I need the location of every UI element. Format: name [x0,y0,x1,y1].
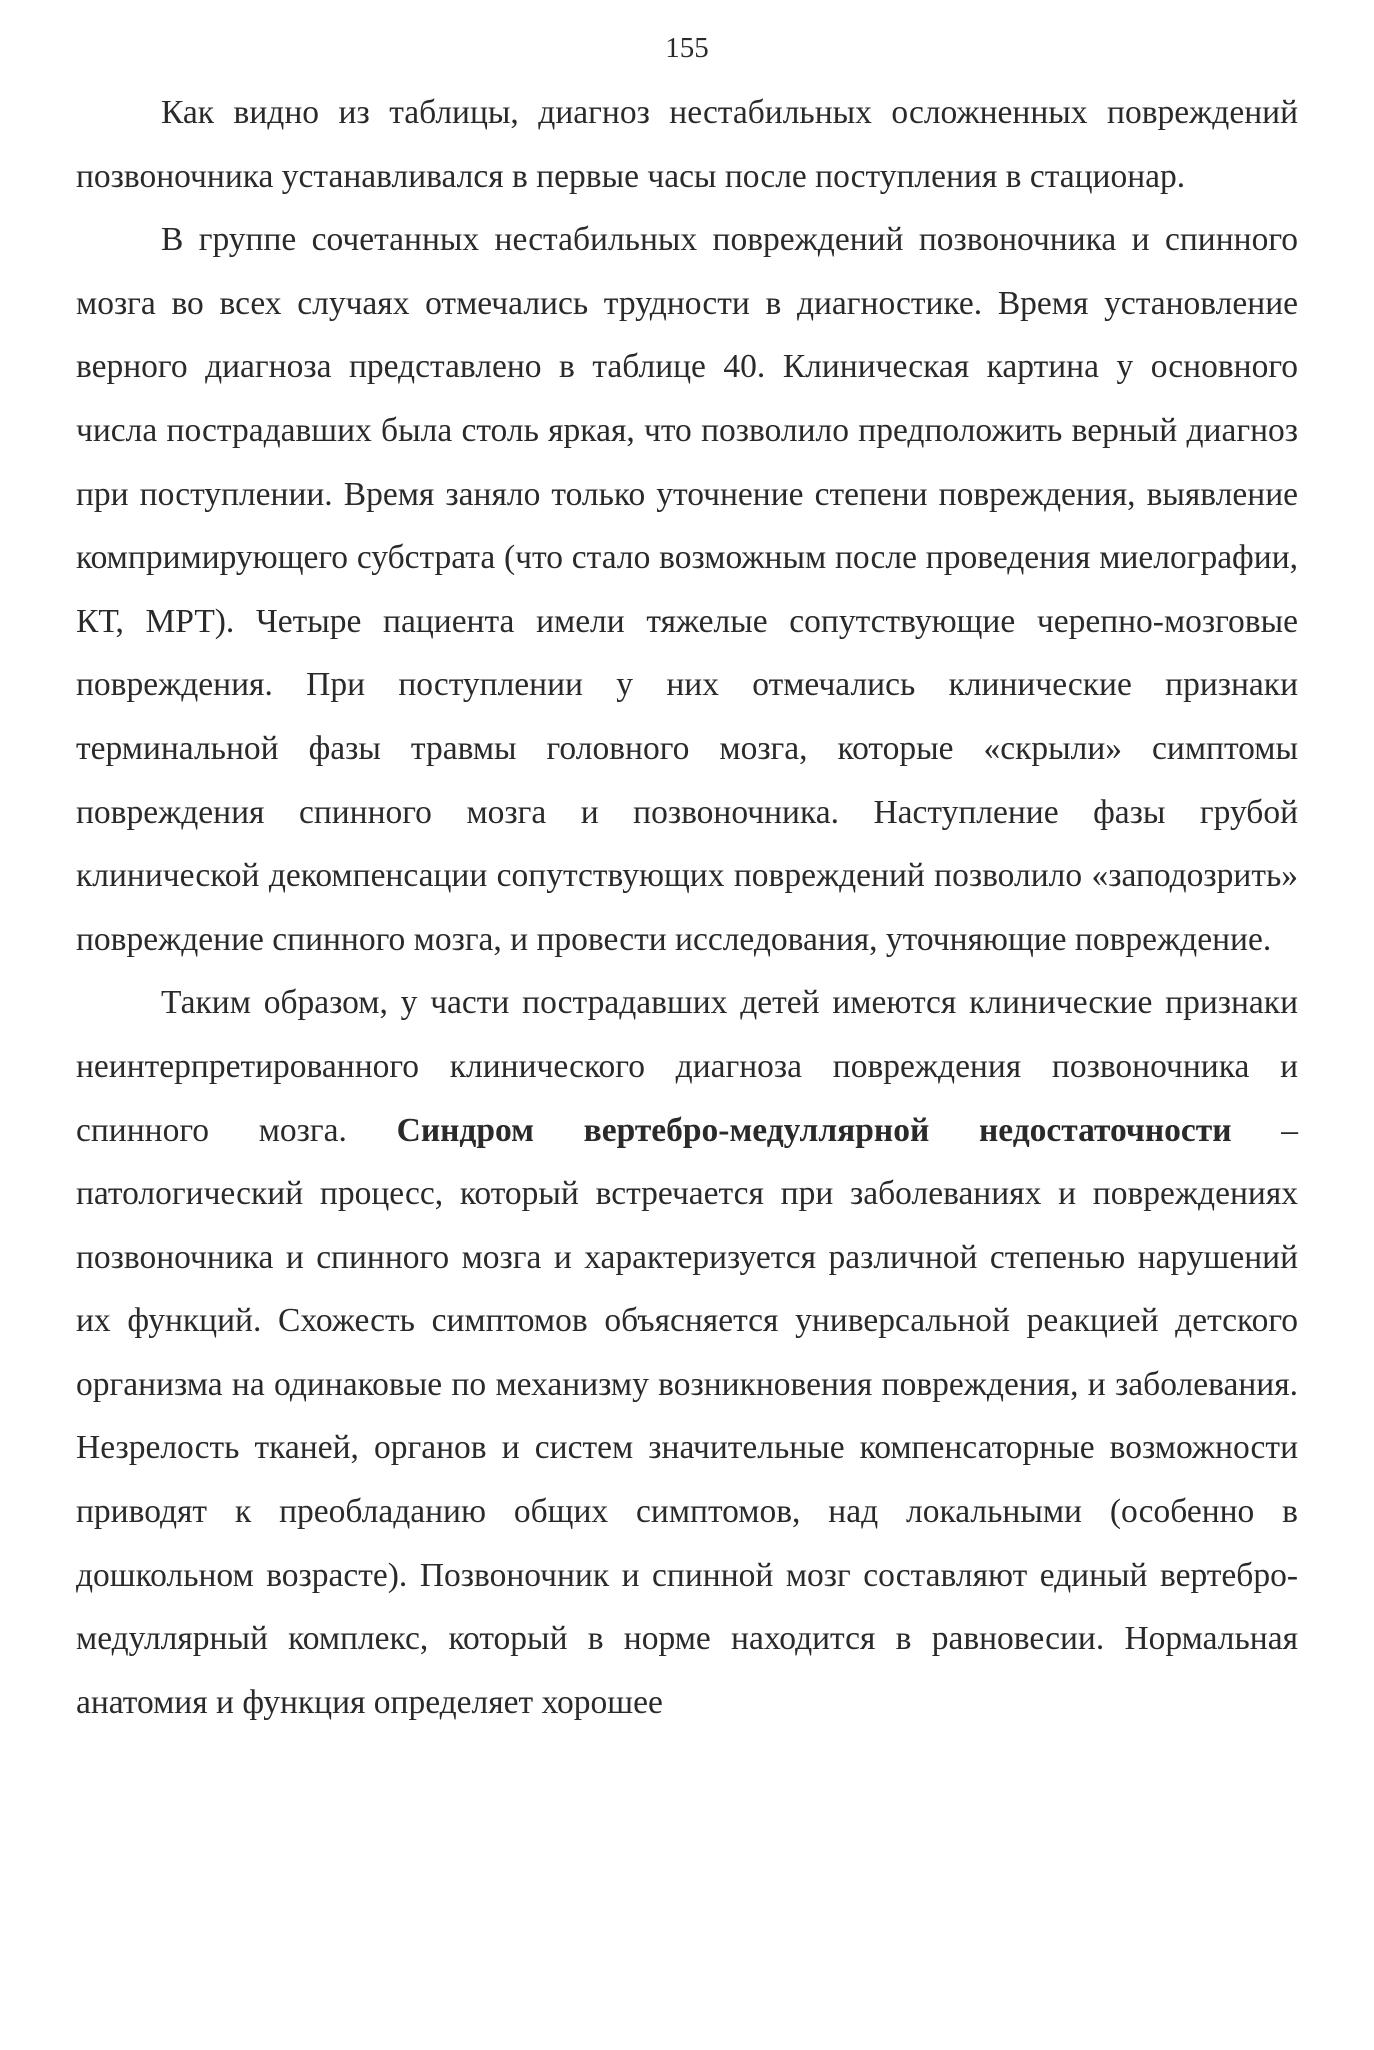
paragraph-table-diagnosis: Как видно из таблицы, диагноз нестабильных осложненных повреждений позвоночника устанавливался в первые часы после поступления в стационар. [76,94,1298,195]
bold-term: Синдром вертебро-медуллярной недостаточности [396,1111,1232,1149]
paragraph-text-before-term: Таким образом, у части пострадавших детей имеются клинические признаки неинтерпретированного клинического диагноза повреждения позвоночника и спинного мозга. [76,984,1298,1149]
text-body [76,81,1298,1734]
paragraph-text-after-term: – патологический процесс, который встречается при заболеваниях и повреждениях позвоночника и спинного мозга и характеризуется различной степенью нарушений их функций. Схожесть симптомов объясняется универсальной реакцией детского организма на одинаковые по механизму возникновения повреждения, и заболевания. Незрелость тканей, органов и систем значительные компенсаторные возможности приводят к преобладанию общих симптомов, над локальными (особенно в дошкольном возрасте). Позвоночник и спинной мозг составляют единый вертебро-медуллярный комплекс, который в норме находится в равновесии. Нормальная анатомия и функция определяет хорошее [76,1111,1299,1721]
paragraph-syndrome-definition [76,971,1298,1734]
page-number: 155 [665,32,709,64]
paragraph-combined-injuries: В группе сочетанных нестабильных повреждений позвоночника и спинного мозга во всех случаях отмечались трудности в диагностике. Время установление верного диагноза представлено в таблице 40. Клиническая картина у основного числа пострадавших была столь яркая, что позволило предположить верный диагноз при поступлении. Время заняло только уточнение степени повреждения, выявление компримирующего субстрата (что стало возможным после проведения миелографии, КТ, МРТ). Четыре пациента имели тяжелые сопутствующие черепно-мозговые повреждения. При поступлении у них отмечались клинические признаки терминальной фазы травмы головного мозга, которые «скрыли» симптомы повреждения спинного мозга и позвоночника. Наступление фазы грубой клинической декомпенсации сопутствующих повреждений позволило «заподозрить» повреждение спинного мозга, и провести исследования, уточняющие повреждение. [76,221,1298,958]
